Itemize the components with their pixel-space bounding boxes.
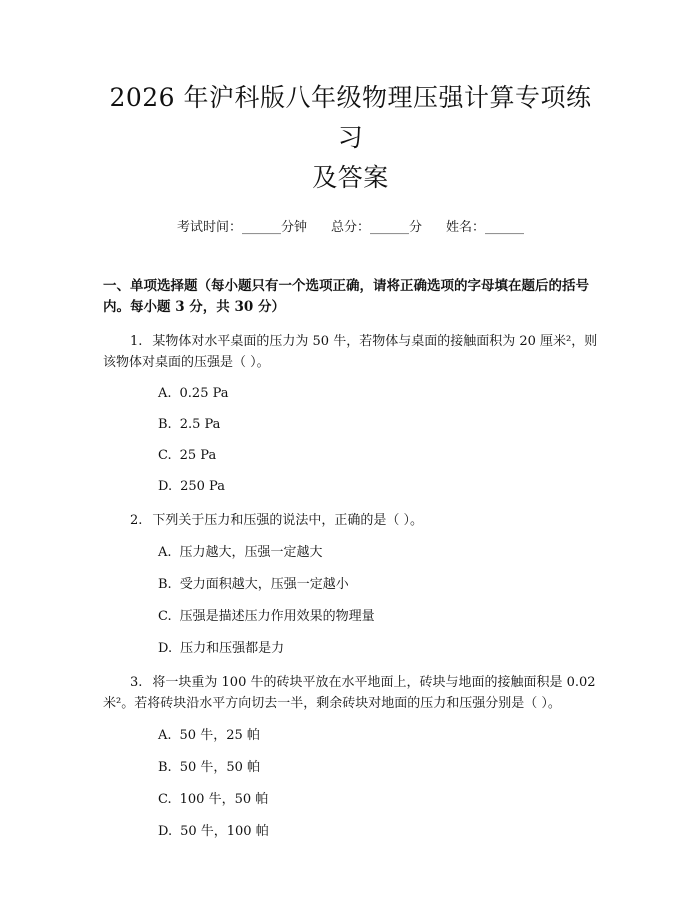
option-d <box>103 821 598 842</box>
option-letter: A. <box>158 386 172 401</box>
option-d <box>103 638 598 659</box>
question-number: 2. <box>130 513 143 528</box>
option-c <box>103 789 598 810</box>
option-letter: C. <box>158 609 172 624</box>
option-d <box>103 476 598 497</box>
question-2 <box>103 510 598 531</box>
option-text: 压力越大，压强一定越大 <box>179 545 323 560</box>
option-letter: B. <box>158 577 172 592</box>
option-b <box>103 414 598 435</box>
question-3-options <box>103 725 598 842</box>
option-b <box>103 757 598 778</box>
option-c <box>103 606 598 627</box>
option-a <box>103 542 598 563</box>
option-text: 2.5 Pa <box>179 417 221 432</box>
question-2-options <box>103 542 598 659</box>
option-letter: D. <box>158 641 173 656</box>
question-1 <box>103 331 598 373</box>
option-text: 50 牛，25 帕 <box>179 728 260 743</box>
option-text: 250 Pa <box>180 479 225 494</box>
title-line-1: 2026 年沪科版八年级物理压强计算专项练习 <box>109 83 592 152</box>
option-letter: A. <box>158 545 172 560</box>
option-text: 压力和压强都是力 <box>180 641 285 656</box>
option-letter: B. <box>158 760 172 775</box>
option-c <box>103 445 598 466</box>
document-title <box>103 0 598 198</box>
option-letter: D. <box>158 824 173 839</box>
question-text: 将一块重为 100 牛的砖块平放在水平地面上，砖块与地面的接触面积是 0.02 米²。若将砖块沿水平方向切去一半，剩余砖块对地面的压力和压强分别是（ ）。 <box>103 675 596 711</box>
option-text: 压强是描述压力作用效果的物理量 <box>179 609 375 624</box>
option-text: 50 牛，50 帕 <box>179 760 261 775</box>
question-text: 某物体对水平桌面的压力为 50 牛，若物体与桌面的接触面积为 20 厘米²，则该物体对桌面的压强是（ ）。 <box>103 334 598 370</box>
option-text: 0.25 Pa <box>179 386 229 401</box>
question-1-options <box>103 383 598 497</box>
option-letter: B. <box>158 417 172 432</box>
question-3 <box>103 672 598 714</box>
exam-total-score: 总分：______分 <box>330 220 422 235</box>
option-letter: C. <box>158 792 172 807</box>
option-letter: A. <box>158 728 172 743</box>
option-text: 100 牛，50 帕 <box>179 792 269 807</box>
exam-meta <box>103 218 598 238</box>
question-number: 3. <box>130 675 143 690</box>
title-line-2: 及答案 <box>312 163 389 192</box>
exam-time: 考试时间：______分钟 <box>176 220 307 235</box>
option-text: 50 牛，100 帕 <box>180 824 269 839</box>
option-a <box>103 383 598 404</box>
option-text: 受力面积越大，压强一定越小 <box>179 577 349 592</box>
option-text: 25 Pa <box>179 448 217 463</box>
option-a <box>103 725 598 746</box>
option-letter: C. <box>158 448 172 463</box>
option-letter: D. <box>158 479 173 494</box>
section-heading: 一、单项选择题（每小题只有一个选项正确，请将正确选项的字母填在题后的括号内。每小题 3 分，共 30 分） <box>103 278 589 315</box>
option-b <box>103 574 598 595</box>
question-text: 下列关于压力和压强的说法中，正确的是（ ）。 <box>152 513 424 528</box>
question-number: 1. <box>130 334 143 349</box>
student-name: 姓名：______ <box>446 220 525 235</box>
